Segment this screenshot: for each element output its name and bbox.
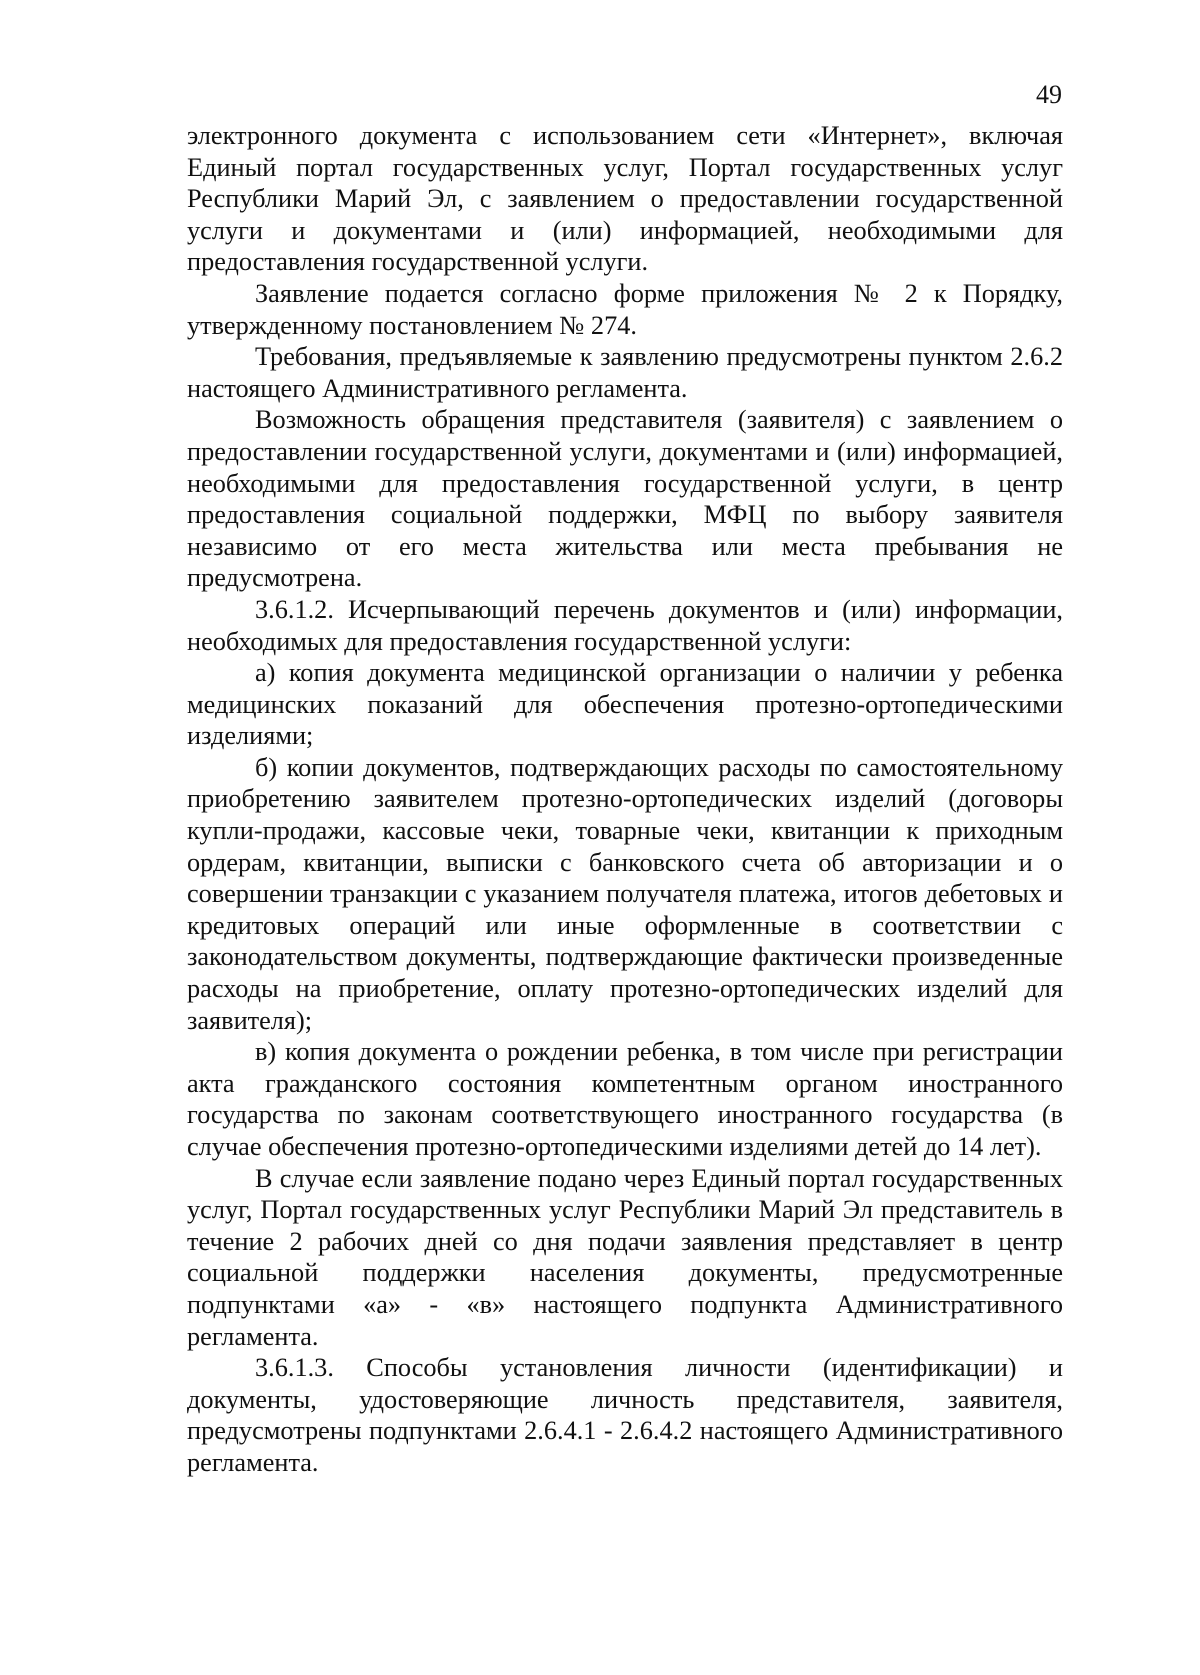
paragraph-section-3-6-1-2: 3.6.1.2. Исчерпывающий перечень документов и (или) информации, необходимых для предоставления государственной услуги: <box>187 594 1063 656</box>
paragraph-portal-submission: В случае если заявление подано через Единый портал государственных услуг, Портал государственных услуг Республики Марий Эл представитель в течение 2 рабочих дней со дня подачи заявления представляет в центр социальной поддержки населения документы, предусмотренные подпунктами «а» - «в» настоящего подпункта Административного регламента. <box>187 1163 1063 1351</box>
paragraph-application-form: Заявление подается согласно форме приложения № 2 к Порядку, утвержденному постановлением № 274. <box>187 278 1063 340</box>
paragraph-section-3-6-1-3: 3.6.1.3. Способы установления личности (идентификации) и документы, удостоверяющие личность представителя, заявителя, предусмотрены подпунктами 2.6.4.1 - 2.6.4.2 настоящего Административного регламента. <box>187 1353 1063 1477</box>
page-number: 49 <box>1036 80 1062 109</box>
paragraph-submission-possibility: Возможность обращения представителя (заявителя) с заявлением о предоставлении государственной услуги, документами и (или) информацией, необходимыми для предоставления государственной услуги, в центр предоставления социальной поддержки, МФЦ по выбору заявителя независимо от его места жительства или места пребывания не предусмотрена. <box>187 405 1063 593</box>
list-item-b: б) копии документов, подтверждающих расходы по самостоятельному приобретению заявителем протезно-ортопедических изделий (договоры купли-продажи, кассовые чеки, товарные чеки, квитанции к приходным ордерам, квитанции, выписки с банковского счета об авторизации и о совершении транзакции с указанием получателя платежа, итогов дебетовых и кредитовых операций или иные оформленные в соответствии с законодательством документы, подтверждающие фактически произведенные расходы на приобретение, оплату протезно-ортопедических изделий для заявителя); <box>187 752 1063 1035</box>
paragraph-continuation: электронного документа с использованием сети «Интернет», включая Единый портал государственных услуг, Портал государственных услуг Республики Марий Эл, с заявлением о предоставлении государственной услуги и документами и (или) информацией, необходимыми для предоставления государственной услуги. <box>187 121 1063 277</box>
list-item-a: а) копия документа медицинской организации о наличии у ребенка медицинских показаний для обеспечения протезно-ортопедическими изделиями; <box>187 658 1063 751</box>
list-item-v: в) копия документа о рождении ребенка, в том числе при регистрации акта гражданского состояния компетентным органом иностранного государства по законам соответствующего иностранного государства (в случае обеспечения протезно-ортопедическими изделиями детей до 14 лет). <box>187 1037 1063 1161</box>
paragraph-requirements: Требования, предъявляемые к заявлению предусмотрены пунктом 2.6.2 настоящего Административного регламента. <box>187 342 1063 403</box>
document-body <box>187 120 1063 1479</box>
